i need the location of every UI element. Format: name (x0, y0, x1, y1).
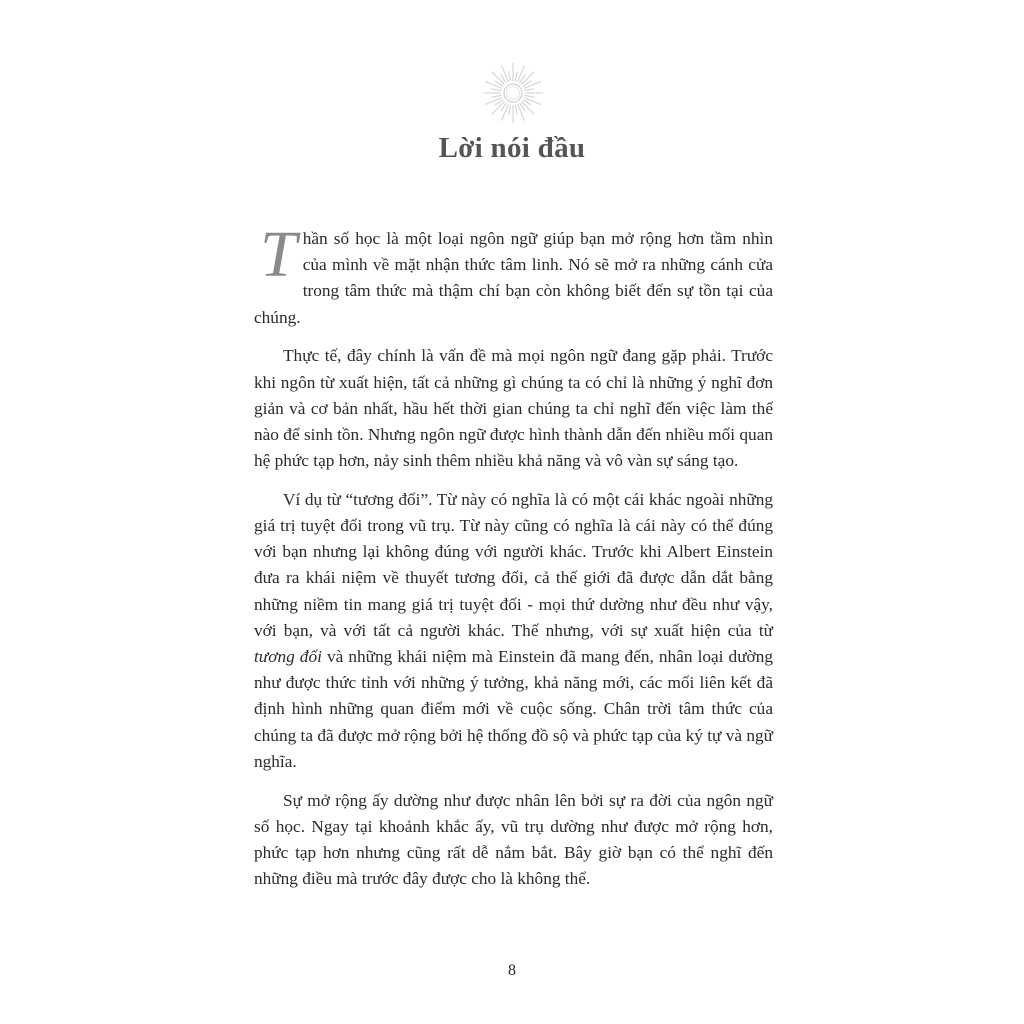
sun-ray (509, 105, 511, 115)
sun-ray (502, 65, 509, 82)
paragraph-4: Sự mở rộng ấy dường như được nhân lên bởi sự ra đời của ngôn ngữ số học. Ngay tại khoảnh khắc ấy, vũ trụ dường như được mở rộng hơn, phức tạp hơn nhưng cũng rất dễ nắm bắt. Bây giờ bạn có thể nghĩ đến những điều mà trước đây được cho là không thể. (254, 790, 773, 889)
sun-ray (524, 98, 541, 105)
paragraph-3-emphasis: tương đối (254, 647, 322, 667)
sun-ray (509, 71, 511, 81)
sun-ray (518, 65, 525, 82)
sun-ray (524, 82, 541, 89)
paragraph-1 (254, 218, 773, 331)
sun-ray (515, 105, 517, 115)
sun-ray (525, 89, 535, 91)
sun-ray (491, 95, 501, 97)
sun-ray (515, 71, 517, 81)
paragraph-3-text-before: Ví dụ từ “tương đối”. Từ này có nghĩa là có một cái khác ngoài những giá trị tuyệt đối trong vũ trụ. Từ này cũng có nghĩa là cái này có thể đúng với bạn nhưng lại không đúng với người khác. Trước khi Albert Einstein đưa ra khái niệm về thuyết tương đối, cả thế giới đã được dẫn dắt bằng những niềm tin mang giá trị tuyệt đối - mọi thứ dường như đều như vậy, với bạn, và với tất cả người khác. Thế nhưng, với sự xuất hiện của từ (254, 489, 773, 640)
sun-ray (502, 104, 509, 121)
paragraph-3 (254, 487, 773, 775)
sun-ornament-icon (482, 62, 544, 124)
page-number: 8 (508, 962, 516, 979)
paragraph-3-text-after: và những khái niệm mà Einstein đã mang đến, nhân loại dường như được thức tỉnh với những ý tưởng, khả năng mới, các mối liên kết đã định hình những quan điểm mới về cuộc sống. Chân trời tâm thức của chúng ta đã được mở rộng bởi hệ thống đồ sộ và phức tạp của ký tự và ngữ nghĩa. (254, 647, 773, 771)
body-text (254, 218, 773, 905)
sun-ray (525, 95, 535, 97)
page-title: Lời nói đầu (438, 132, 586, 164)
paragraph-2: Thực tế, đây chính là vấn đề mà mọi ngôn ngữ đang gặp phải. Trước khi ngôn từ xuất hiện, tất cả những gì chúng ta có chỉ là những ý nghĩ đơn giản và cơ bản nhất, hầu hết thời gian chúng ta chỉ nghĩ đến việc làm thế nào để sinh tồn. Nhưng ngôn ngữ được hình thành dẫn đến nhiều mối quan hệ phức tạp hơn, nảy sinh thêm nhiều khả năng và vô vàn sự sáng tạo. (254, 346, 773, 471)
sun-ray (485, 82, 502, 89)
paragraph-1-text: hần số học là một loại ngôn ngữ giúp bạn mở rộng hơn tầm nhìn của mình về mặt nhận thức tâm linh. Nó sẽ mở ra những cánh cửa trong tâm thức mà thậm chí bạn còn không biết đến sự tồn tại của chúng. (254, 229, 773, 327)
sun-ray (491, 89, 501, 91)
sun-ray (485, 98, 502, 105)
sun-ray (518, 104, 525, 121)
drop-cap-letter: T (260, 218, 297, 291)
